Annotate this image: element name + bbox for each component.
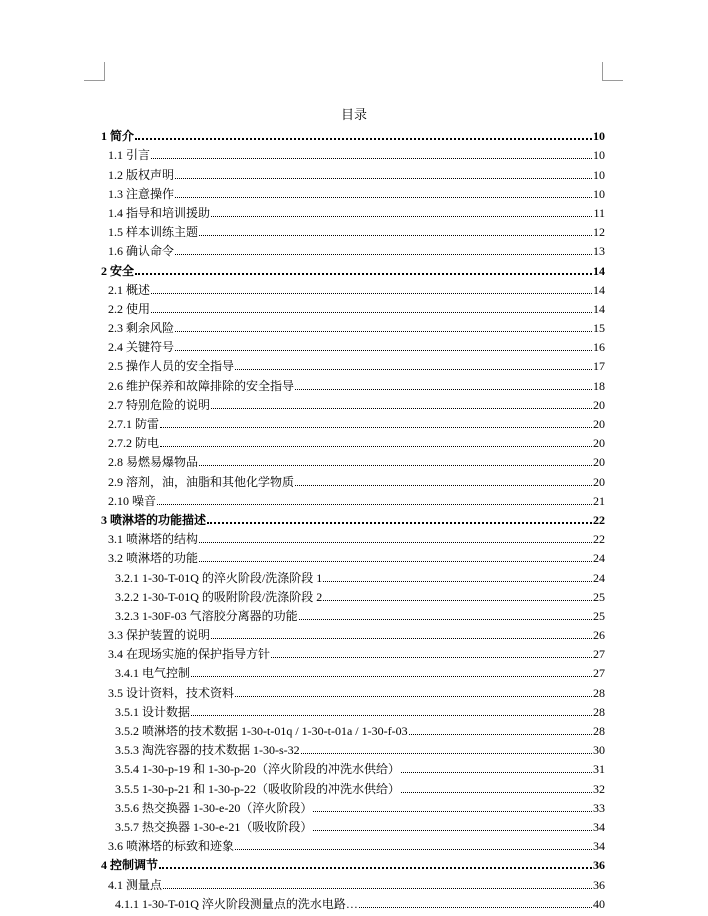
toc-entry-page: 14: [593, 301, 605, 316]
toc-dot-leader: [191, 714, 592, 716]
toc-dot-leader: [211, 215, 592, 217]
toc-entry-page: 13: [593, 244, 605, 259]
toc-entry-page: 34: [593, 819, 605, 834]
toc-dot-leader: [207, 521, 592, 524]
toc-entry[interactable]: [101, 239, 605, 258]
toc-entry-label: 1.1 引言: [108, 148, 151, 163]
toc-entry[interactable]: [101, 892, 605, 911]
toc-entry[interactable]: [101, 297, 605, 316]
toc-entry-label: 1.4 指导和培训援助: [108, 205, 211, 220]
toc-entry[interactable]: [101, 776, 605, 795]
toc-entry-label: 3.2 喷淋塔的功能: [108, 551, 199, 566]
toc-entry[interactable]: [101, 719, 605, 738]
toc-dot-leader: [295, 388, 592, 390]
toc-dot-leader: [191, 675, 592, 677]
toc-dot-leader: [313, 829, 592, 831]
toc-entry[interactable]: [101, 834, 605, 853]
toc-entry[interactable]: [101, 431, 605, 450]
toc-entry-label: 3.4.1 电气控制: [115, 666, 191, 681]
toc-entry-label: 3.5.1 设计数据: [115, 704, 191, 719]
toc-entry-page: 14: [593, 263, 605, 278]
toc-entry-page: 25: [593, 589, 605, 604]
toc-dot-leader: [160, 445, 592, 447]
toc-entry-label: 3.5.5 1-30-p-21 和 1-30-p-22（吸收阶段的冲洗水供给）: [115, 781, 400, 796]
toc-entry-label: 3.1 喷淋塔的结构: [108, 532, 199, 547]
margin-corner-mark-left: [84, 62, 105, 81]
toc-dot-leader: [163, 887, 592, 889]
toc-entry-page: 36: [593, 877, 605, 892]
toc-entry-label: 2.8 易燃易爆物品: [108, 455, 199, 470]
toc-entry-page: 12: [593, 225, 605, 240]
toc-entry-page: 28: [593, 724, 605, 738]
toc-dot-leader: [135, 272, 592, 275]
toc-dot-leader: [211, 407, 592, 409]
toc-entry[interactable]: [101, 469, 605, 488]
toc-entry-page: 20: [593, 436, 605, 451]
toc-entry-page: 40: [593, 896, 605, 911]
toc-entry[interactable]: [101, 738, 605, 757]
toc-entry-label: 1.3 注意操作: [108, 186, 175, 201]
toc-entry[interactable]: [101, 680, 605, 699]
toc-entry-label: 3.3 保护装置的说明: [108, 628, 211, 643]
toc-entry-label: 4.1.1 1-30-T-01Q 淬火阶段测量点的洗水电路…: [115, 896, 358, 911]
toc-entry[interactable]: [101, 565, 605, 584]
toc-entry[interactable]: [101, 872, 605, 891]
toc-dot-leader: [235, 848, 592, 850]
toc-entry-page: 28: [593, 685, 605, 700]
toc-dot-leader: [199, 560, 592, 562]
toc-entry[interactable]: [101, 508, 605, 527]
toc-entry[interactable]: [101, 604, 605, 623]
toc-dot-leader: [159, 866, 592, 869]
toc-entry[interactable]: [101, 373, 605, 392]
toc-dot-leader: [199, 541, 592, 543]
toc-entry-label: 2 安全: [101, 263, 135, 278]
toc-dot-leader: [175, 253, 592, 255]
toc-entry[interactable]: [101, 335, 605, 354]
toc-entry-page: 24: [593, 570, 605, 585]
toc-entry[interactable]: [101, 700, 605, 719]
toc-entry-label: 4.1 测量点: [108, 877, 163, 892]
toc-entry-label: 3.6 喷淋塔的标致和迹象: [108, 839, 235, 854]
toc-entry-page: 36: [593, 858, 605, 873]
toc-entry[interactable]: [101, 182, 605, 201]
toc-entry-page: 28: [593, 704, 605, 719]
toc-entry[interactable]: [101, 278, 605, 297]
toc-entry-page: 10: [593, 148, 605, 163]
toc-entry[interactable]: [101, 412, 605, 431]
toc-entry-label: 3.5.3 淘洗容器的技术数据 1-30-s-32: [115, 743, 300, 758]
toc-dot-leader: [409, 733, 592, 735]
toc-entry-page: 14: [593, 282, 605, 297]
toc-entry-label: 2.7.1 防雷: [108, 417, 160, 431]
toc-dot-leader: [175, 196, 592, 198]
toc-entry[interactable]: [101, 757, 605, 776]
toc-dot-leader: [157, 503, 592, 505]
toc-dot-leader: [199, 464, 592, 466]
toc-dot-leader: [313, 810, 592, 812]
toc-dot-leader: [359, 906, 592, 908]
toc-entry[interactable]: [101, 450, 605, 469]
toc-entry-page: 33: [593, 800, 605, 815]
toc-entry-page: 10: [593, 186, 605, 201]
toc-dot-leader: [135, 137, 592, 140]
toc-dot-leader: [175, 349, 592, 351]
toc-dot-leader: [211, 637, 592, 639]
toc-dot-leader: [271, 656, 592, 658]
toc-entry-page: 20: [593, 455, 605, 470]
toc-entry-page: 22: [593, 512, 605, 527]
toc-dot-leader: [235, 695, 592, 697]
toc-entry-page: 15: [593, 321, 605, 336]
toc-entry[interactable]: [101, 796, 605, 815]
toc-entry-page: 20: [593, 417, 605, 431]
toc-entry[interactable]: [101, 258, 605, 277]
toc-dot-leader: [175, 330, 592, 332]
toc-title: 目录: [340, 107, 367, 122]
toc-dot-leader: [323, 580, 592, 582]
toc-entry-label: 2.5 操作人员的安全指导: [108, 359, 235, 374]
toc-entry-label: 1.5 样本训练主题: [108, 225, 199, 240]
toc-entry-label: 3.2.1 1-30-T-01Q 的淬火阶段/洗涤阶段 1: [115, 570, 323, 585]
margin-corner-mark-right: [602, 62, 623, 81]
toc-entry[interactable]: [101, 162, 605, 181]
toc-entry[interactable]: [101, 546, 605, 565]
toc-entry[interactable]: [101, 316, 605, 335]
toc-entry-page: 25: [593, 608, 605, 623]
toc-entry[interactable]: [101, 585, 605, 604]
toc-entry[interactable]: [101, 661, 605, 680]
toc-entry-label: 1 简介: [101, 129, 135, 144]
toc-entry-label: 3.5.7 热交换器 1-30-e-21（吸收阶段）: [115, 819, 313, 834]
table-of-contents: [101, 124, 605, 911]
toc-entry-page: 10: [593, 167, 605, 182]
toc-dot-leader: [323, 599, 592, 601]
toc-entry-page: 31: [593, 762, 605, 777]
toc-entry-page: 10: [593, 129, 605, 144]
toc-dot-leader: [151, 157, 592, 159]
toc-entry[interactable]: [101, 354, 605, 373]
toc-entry-label: 2.7 特别危险的说明: [108, 397, 211, 412]
toc-entry-page: 34: [593, 839, 605, 854]
toc-entry-label: 2.6 维护保养和故障排除的安全指导: [108, 378, 295, 393]
toc-dot-leader: [299, 618, 592, 620]
toc-entry-page: 21: [593, 493, 605, 508]
toc-entry-label: 3.4 在现场实施的保护指导方针: [108, 647, 271, 662]
toc-entry-label: 3 喷淋塔的功能描述: [101, 512, 207, 527]
toc-entry-page: 32: [593, 781, 605, 796]
toc-entry-label: 1.2 版权声明: [108, 167, 175, 182]
toc-entry-page: 27: [593, 647, 605, 662]
toc-entry-label: 2.10 噪音: [108, 493, 157, 508]
toc-entry-label: 3.2.2 1-30-T-01Q 的吸附阶段/洗涤阶段 2: [115, 589, 323, 604]
toc-entry-label: 3.5.2 喷淋塔的技术数据 1-30-t-01q / 1-30-t-01a / 1-30-f-03: [115, 724, 408, 738]
toc-entry[interactable]: [101, 393, 605, 412]
toc-entry-page: 30: [593, 743, 605, 758]
toc-entry-page: 17: [593, 359, 605, 374]
toc-entry-page: 16: [593, 340, 605, 355]
toc-dot-leader: [151, 292, 592, 294]
toc-entry-label: 2.1 概述: [108, 282, 151, 297]
toc-entry-page: 20: [593, 397, 605, 412]
toc-dot-leader: [401, 791, 592, 793]
toc-entry[interactable]: [101, 124, 605, 143]
toc-entry-label: 1.6 确认命令: [108, 244, 175, 259]
toc-entry[interactable]: [101, 489, 605, 508]
toc-entry-page: 11: [593, 205, 605, 220]
toc-entry-page: 20: [593, 474, 605, 489]
toc-entry-label: 4 控制调节: [101, 858, 159, 873]
toc-dot-leader: [151, 311, 592, 313]
toc-entry-label: 3.5 设计资料，技术资料: [108, 685, 235, 700]
toc-dot-leader: [235, 368, 592, 370]
toc-entry-label: 3.5.6 热交换器 1-30-e-20（淬火阶段）: [115, 800, 313, 815]
toc-entry-label: 2.4 关键符号: [108, 340, 175, 355]
toc-entry[interactable]: [101, 623, 605, 642]
toc-entry-label: 2.7.2 防电: [108, 436, 160, 451]
toc-entry-page: 22: [593, 532, 605, 547]
toc-entry[interactable]: [101, 220, 605, 239]
toc-entry[interactable]: [101, 143, 605, 162]
toc-entry-label: 2.2 使用: [108, 301, 151, 316]
toc-entry-label: 3.5.4 1-30-p-19 和 1-30-p-20（淬火阶段的冲洗水供给）: [115, 762, 400, 777]
toc-entry[interactable]: [101, 815, 605, 834]
toc-dot-leader: [301, 752, 592, 754]
toc-entry[interactable]: [101, 853, 605, 872]
toc-dot-leader: [199, 234, 592, 236]
toc-dot-leader: [160, 426, 592, 428]
toc-entry-page: 24: [593, 551, 605, 566]
toc-dot-leader: [175, 177, 592, 179]
toc-entry-page: 26: [593, 628, 605, 643]
toc-entry-label: 2.9 溶剂，油，油脂和其他化学物质: [108, 474, 295, 489]
toc-entry[interactable]: [101, 201, 605, 220]
toc-entry-page: 27: [593, 666, 605, 681]
toc-entry[interactable]: [101, 642, 605, 661]
toc-dot-leader: [295, 484, 592, 486]
toc-entry[interactable]: [101, 527, 605, 546]
toc-entry-label: 3.2.3 1-30F-03 气溶胶分离器的功能: [115, 608, 298, 623]
toc-entry-page: 18: [593, 378, 605, 393]
toc-entry-label: 2.3 剩余风险: [108, 321, 175, 336]
toc-dot-leader: [401, 771, 592, 773]
